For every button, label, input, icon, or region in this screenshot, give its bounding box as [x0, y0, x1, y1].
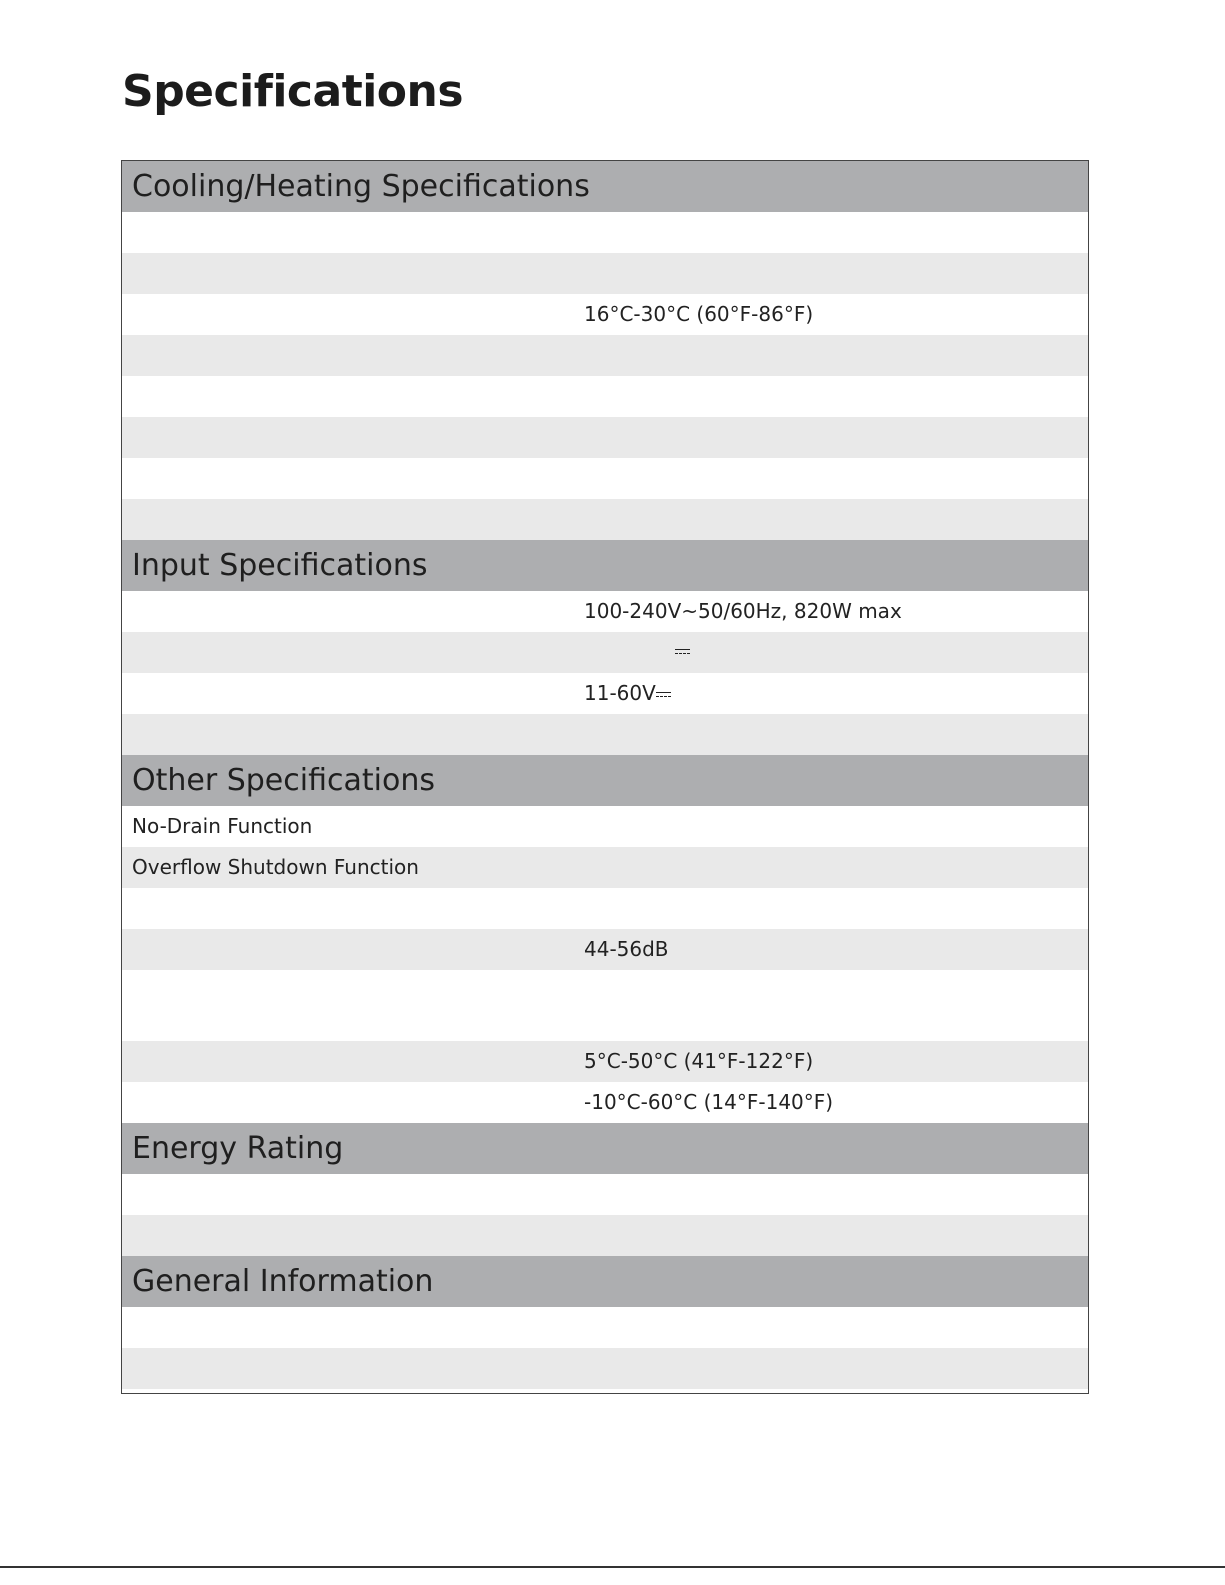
table-row [122, 929, 1088, 970]
table-row [122, 714, 1088, 755]
table-row [122, 1174, 1088, 1215]
row-label: No-Drain Function [132, 814, 313, 838]
table-row [122, 499, 1088, 540]
table-row [122, 1041, 1088, 1082]
table-row [122, 1348, 1088, 1389]
table-row [122, 1082, 1088, 1123]
dc-symbol-icon [675, 647, 690, 657]
row-value: 11-60V [584, 681, 656, 705]
table-row [122, 376, 1088, 417]
dc-symbol-icon [656, 690, 671, 700]
row-value-wrap [584, 673, 671, 714]
section-header-other: Other Specifications [122, 755, 1088, 806]
table-row [122, 970, 1088, 1041]
section-header-general-information: General Information [122, 1256, 1088, 1307]
table-row [122, 673, 1088, 714]
row-value: 100-240V~50/60Hz, 820W max [584, 599, 902, 623]
table-row [122, 591, 1088, 632]
section-header-energy-rating: Energy Rating [122, 1123, 1088, 1174]
table-row [122, 1215, 1088, 1256]
table-row [122, 253, 1088, 294]
table-row [122, 212, 1088, 253]
row-value: 5°C-50°C (41°F-122°F) [584, 1049, 814, 1073]
table-row [122, 888, 1088, 929]
page-bottom-rule [0, 1566, 1225, 1568]
section-header-input: Input Specifications [122, 540, 1088, 591]
row-value: 16°C-30°C (60°F-86°F) [584, 302, 814, 326]
specifications-table [121, 160, 1089, 1394]
row-label: Overflow Shutdown Function [132, 855, 419, 879]
table-row [122, 1307, 1088, 1348]
table-row [122, 458, 1088, 499]
table-row [122, 335, 1088, 376]
section-header-cooling-heating: Cooling/Heating Specifications [122, 161, 1088, 212]
row-value: -10°C-60°C (14°F-140°F) [584, 1090, 834, 1114]
table-row [122, 847, 1088, 888]
table-row [122, 806, 1088, 847]
row-value: 44-56dB [584, 937, 669, 961]
table-row [122, 417, 1088, 458]
table-row [122, 632, 1088, 673]
page-title: Specifications [122, 66, 464, 117]
table-row [122, 294, 1088, 335]
